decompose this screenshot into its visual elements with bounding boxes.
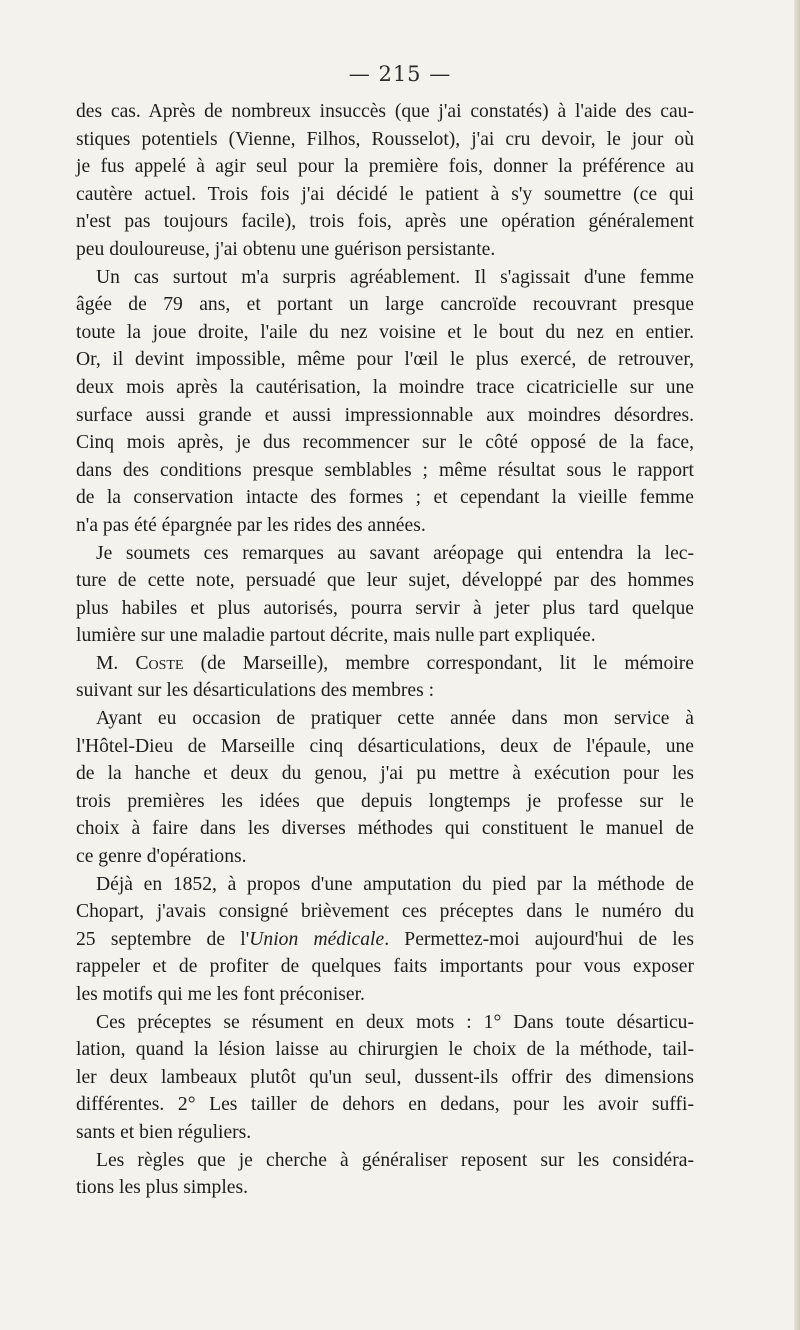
paragraph-6 — [76, 871, 694, 1009]
text-line: trois premières les idées que depuis longtemps je professe sur le — [76, 790, 694, 812]
text-line: ler deux lambeaux plutôt qu'un seul, dussent-ils offrir des dimensions — [76, 1066, 694, 1088]
paragraph-8 — [76, 1147, 694, 1202]
text-line: Les règles que je cherche à généraliser reposent sur les considéra- — [96, 1149, 694, 1171]
text-line: n'est pas toujours facile), trois fois, après une opération généralement — [76, 211, 694, 233]
text-line: l'Hôtel-Dieu de Marseille cinq désarticulations, deux de l'épaule, une — [76, 735, 694, 757]
text-line: ture de cette note, persuadé que leur sujet, développé par des hommes — [76, 570, 694, 592]
text-line: tions les plus simples. — [76, 1177, 249, 1199]
text-line: Cinq mois après, je dus recommencer sur le côté opposé de la face, — [76, 432, 694, 454]
text-line: stiques potentiels (Vienne, Filhos, Rousselot), j'ai cru devoir, le jour où — [76, 128, 694, 150]
journal-title: Union médicale — [249, 928, 385, 950]
paragraph-4 — [76, 650, 694, 705]
text-line: lumière sur une maladie partout décrite, mais nulle part expliquée. — [76, 625, 596, 647]
paragraph-1 — [76, 98, 694, 264]
text-line: Je soumets ces remarques au savant aréopage qui entendra la lec- — [96, 542, 694, 564]
text-line: n'a pas été épargnée par les rides des années. — [76, 514, 426, 536]
text-line: Chopart, j'avais consigné brièvement ces préceptes dans le numéro du — [76, 901, 694, 923]
text-line: Or, il devint impossible, même pour l'œil le plus exercé, de retrouver, — [76, 349, 694, 371]
paragraph-7 — [76, 1009, 694, 1147]
text-line: de la conservation intacte des formes ; et cependant la vieille femme — [76, 487, 694, 509]
text-line: les motifs qui me les font préconiser. — [76, 984, 365, 1005]
text-fragment: 25 septembre de l' — [76, 928, 250, 950]
text-line — [76, 650, 694, 678]
paragraph-2 — [76, 264, 694, 540]
text-line: deux mois après la cautérisation, la moindre trace cicatricielle sur une — [76, 376, 694, 398]
paragraph-5 — [76, 705, 694, 871]
text-line: dans des conditions presque semblables ; même résultat sous le rapport — [76, 459, 694, 481]
text-line — [76, 926, 694, 954]
text-fragment: . Permettez-moi aujourd'hui de les — [384, 928, 694, 950]
text-line: peu douloureuse, j'ai obtenu une guérison persistante. — [76, 238, 496, 260]
text-line: Un cas surtout m'a surpris agréablement. Il s'agissait d'une femme — [96, 266, 694, 288]
text-line: ce genre d'opérations. — [76, 846, 247, 868]
body-text — [76, 98, 694, 1202]
text-line: de la hanche et deux du genou, j'ai pu mettre à exécution pour les — [76, 763, 694, 785]
speaker-name: M. Coste — [96, 652, 184, 674]
text-line: choix à faire dans les diverses méthodes qui constituent le manuel de — [76, 818, 694, 840]
text-line: surface aussi grande et aussi impressionnable aux moindres désordres. — [76, 404, 694, 426]
text-line: plus habiles et plus autorisés, pourra servir à jeter plus tard quelque — [76, 597, 694, 619]
text-line: âgée de 79 ans, et portant un large cancroïde recouvrant presque — [76, 294, 694, 316]
text-line: des cas. Après de nombreux insuccès (que j'ai constatés) à l'aide des cau- — [76, 101, 694, 122]
text-line: Ces préceptes se résument en deux mots : 1° Dans toute désarticu- — [96, 1011, 694, 1033]
text-line: Déjà en 1852, à propos d'une amputation du pied par la méthode de — [96, 873, 694, 895]
text-line: rappeler et de profiter de quelques faits importants pour vous exposer — [76, 956, 694, 978]
text-line: cautère actuel. Trois fois j'ai décidé le patient à s'y soumettre (ce qui — [76, 183, 694, 205]
text-line: suivant sur les désarticulations des membres : — [76, 680, 435, 702]
text-line: différentes. 2° Les tailler de dehors en dedans, pour les avoir suffi- — [76, 1094, 694, 1116]
text-line: je fus appelé à agir seul pour la première fois, donner la préférence au — [76, 156, 694, 178]
text-line: sants et bien réguliers. — [76, 1121, 252, 1143]
page-number: — 215 — — [348, 62, 452, 86]
text-fragment: (de Marseille), membre correspondant, lit le mémoire — [183, 652, 694, 674]
text-line: Ayant eu occasion de pratiquer cette année dans mon service à — [96, 708, 694, 730]
paragraph-3 — [76, 540, 694, 650]
text-line: lation, quand la lésion laisse au chirurgien le choix de la méthode, tail- — [76, 1039, 694, 1061]
text-line: toute la joue droite, l'aile du nez voisine et le bout du nez en entier. — [76, 321, 694, 343]
